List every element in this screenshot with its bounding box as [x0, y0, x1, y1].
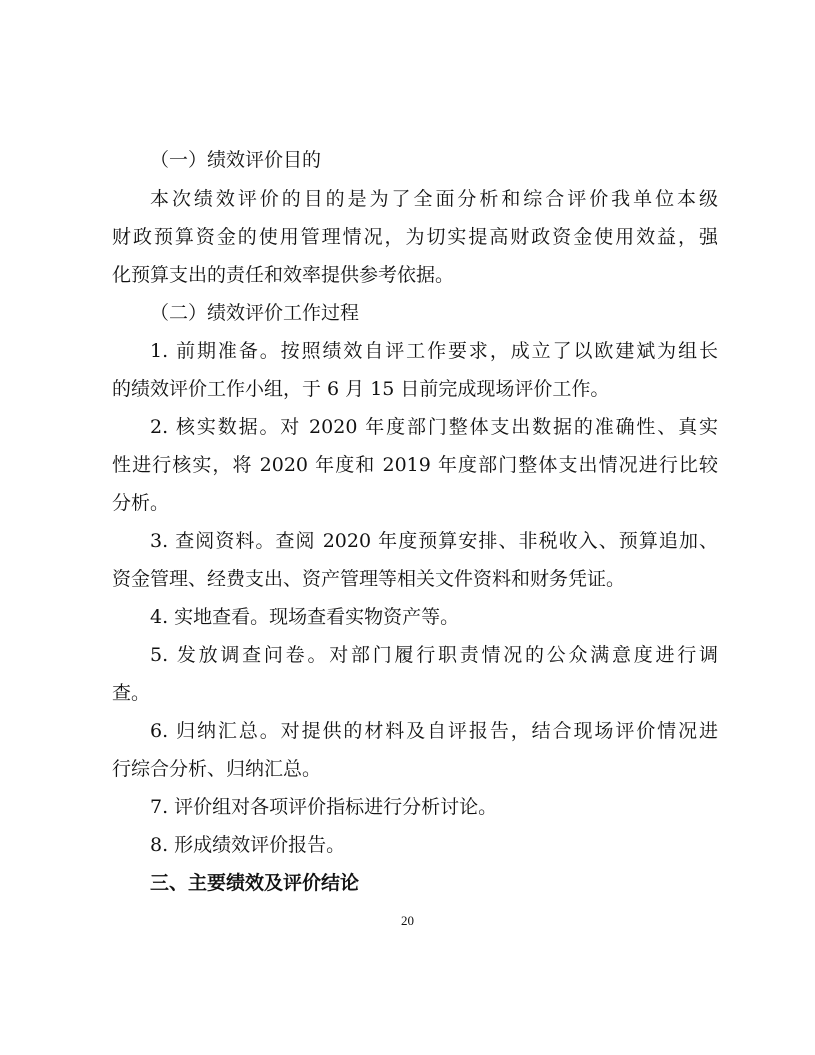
chapter-heading-main-performance: 三、主要绩效及评价结论: [150, 872, 360, 894]
list-item-line: 的绩效评价工作小组，于 6 月 15 日前完成现场评价工作。: [112, 378, 610, 400]
paragraph-line: 化预算支出的责任和效率提供参考依据。: [112, 264, 455, 286]
list-item-line: 1. 前期准备。按照绩效自评工作要求，成立了以欧建斌为组长: [150, 340, 718, 362]
list-item-line: 4. 实地查看。现场查看实物资产等。: [150, 606, 460, 628]
list-item-line: 3. 查阅资料。查阅 2020 年度预算安排、非税收入、预算追加、: [150, 530, 718, 552]
list-item-line: 2. 核实数据。对 2020 年度部门整体支出数据的准确性、真实: [150, 416, 718, 438]
list-item-line: 性进行核实，将 2020 年度和 2019 年度部门整体支出情况进行比较: [112, 454, 718, 476]
paragraph-line: 本次绩效评价的目的是为了全面分析和综合评价我单位本级: [150, 188, 718, 210]
list-item-line: 6. 归纳汇总。对提供的材料及自评报告，结合现场评价情况进: [150, 720, 718, 742]
list-item-line: 行综合分析、归纳汇总。: [112, 758, 322, 780]
section-heading-evaluation-process: （二）绩效评价工作过程: [150, 302, 360, 324]
list-item-line: 5. 发放调查问卷。对部门履行职责情况的公众满意度进行调: [150, 644, 718, 666]
list-item-line: 8. 形成绩效评价报告。: [150, 834, 346, 856]
list-item-line: 查。: [112, 682, 151, 704]
list-item-line: 分析。: [112, 492, 170, 514]
section-heading-evaluation-purpose: （一）绩效评价目的: [150, 149, 322, 171]
list-item-line: 7. 评价组对各项评价指标进行分析讨论。: [150, 796, 498, 818]
paragraph-line: 财政预算资金的使用管理情况，为切实提高财政资金使用效益，强: [112, 226, 718, 248]
page-number: 20: [401, 913, 414, 928]
list-item-line: 资金管理、经费支出、资产管理等相关文件资料和财务凭证。: [112, 568, 626, 590]
